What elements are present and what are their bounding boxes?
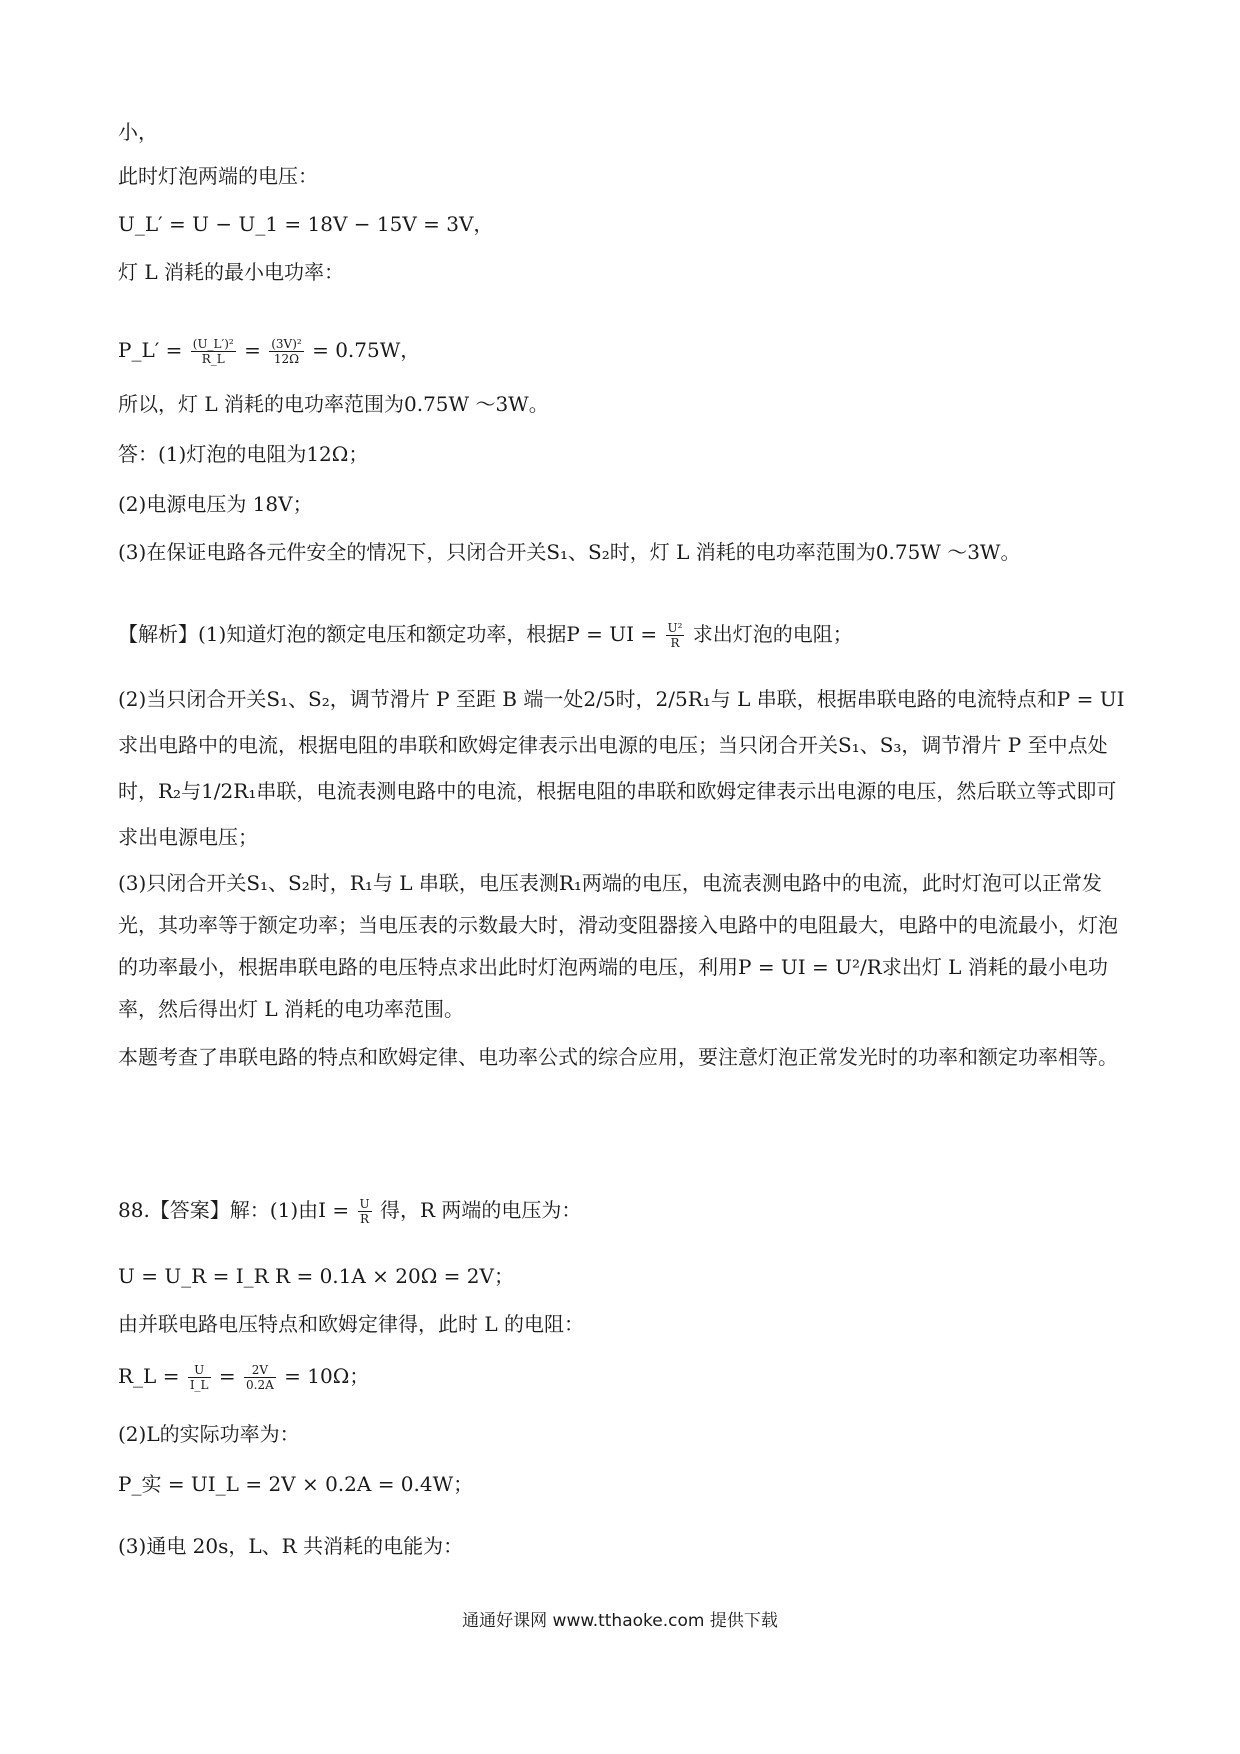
fraction <box>188 1363 211 1392</box>
equation-rhs: = 10Ω； <box>284 1364 370 1388</box>
equals: = <box>244 338 261 362</box>
equation-line: P_实 = UI_L = 2V × 0.2A = 0.4W； <box>118 1472 474 1496</box>
equation-line: U_L′ = U − U_1 = 18V − 15V = 3V， <box>118 212 494 236</box>
equation-line <box>118 336 420 366</box>
equals: = <box>218 1364 236 1388</box>
fraction-numerator: U <box>188 1363 211 1378</box>
fraction-numerator: U <box>359 1197 370 1211</box>
fraction-denominator: R <box>360 1212 370 1226</box>
fraction-denominator: I_L <box>189 1378 209 1392</box>
fraction <box>666 621 685 650</box>
text-line: 所以，灯 L 消耗的电功率范围为0.75W ～3W。 <box>118 392 549 416</box>
page-footer: 通通好课网 www.tthaoke.com 提供下载 <box>462 1611 778 1631</box>
equation-lhs: P_L′ = <box>118 338 189 362</box>
equation-line <box>118 1362 369 1392</box>
text-line: 小， <box>118 120 158 144</box>
answer-text: 88.【答案】解：(1)由I = <box>118 1198 356 1222</box>
fraction-denominator: R_L <box>201 352 225 366</box>
analysis-line <box>118 620 853 650</box>
text-line: (3)通电 20s，L、R 共消耗的电能为： <box>118 1534 464 1558</box>
equation-line: U = U_R = I_R R = 0.1A × 20Ω = 2V； <box>118 1264 514 1288</box>
text-line: (2)L的实际功率为： <box>118 1422 300 1446</box>
answer-heading <box>118 1196 581 1226</box>
text-line: 答：(1)灯泡的电阻为12Ω； <box>118 442 369 466</box>
fraction-denominator: 12Ω <box>273 352 300 366</box>
fraction-numerator: 2V <box>244 1363 276 1378</box>
fraction-numerator: (U_L′)² <box>192 337 234 351</box>
text-line: (2)电源电压为 18V； <box>118 492 313 516</box>
fraction <box>191 337 236 366</box>
analysis-text: 求出灯泡的电阻； <box>692 622 853 646</box>
summary-paragraph: 本题考查了串联电路的特点和欧姆定律、电功率公式的综合应用，要注意灯泡正常发光时的功率和额定功率相等。 <box>118 1045 1118 1069</box>
analysis-text: 【解析】(1)知道灯泡的额定电压和额定功率，根据P = UI = <box>118 622 664 646</box>
text-line: 灯 L 消耗的最小电功率： <box>118 260 344 284</box>
answer-text: 得，R 两端的电压为： <box>380 1198 582 1222</box>
text-line: 此时灯泡两端的电压： <box>118 164 318 188</box>
fraction <box>244 1363 276 1392</box>
analysis-paragraph: (2)当只闭合开关S₁、S₂，调节滑片 P 至距 B 端一处2/5时，2/5R₁与 L 串联，根据串联电路的电流特点和P = UI求出电路中的电流，根据电阻的串联和欧姆定律表示出电源的电压；当只闭合开关S₁、S₃，调节滑片 P 至中点处时，R₂与1/2R₁串联，电流表测电路中的电流，根据电阻的串联和欧姆定律表示出电源的电压，然后联立等式即可求出电源电压； <box>118 687 1125 849</box>
fraction-numerator: U² <box>667 621 683 635</box>
equation-lhs: R_L = <box>118 1364 186 1388</box>
fraction-denominator: R <box>670 636 680 650</box>
fraction <box>358 1197 372 1226</box>
equation-rhs: = 0.75W， <box>312 338 421 362</box>
text-line: 由并联电路电压特点和欧姆定律得，此时 L 的电阻： <box>118 1312 584 1336</box>
fraction-numerator: (3V)² <box>271 337 302 351</box>
fraction-denominator: 0.2A <box>246 1378 274 1392</box>
fraction <box>269 337 303 366</box>
text-line: (3)在保证电路各元件安全的情况下，只闭合开关S₁、S₂时，灯 L 消耗的电功率范围为0.75W ～3W。 <box>118 540 1021 564</box>
analysis-paragraph: (3)只闭合开关S₁、S₂时，R₁与 L 串联，电压表测R₁两端的电压，电流表测电路中的电流，此时灯泡可以正常发光，其功率等于额定功率；当电压表的示数最大时，滑动变阻器接入电路中的电阻最大，电路中的电流最小，灯泡的功率最小，根据串联电路的电压特点求出此时灯泡两端的电压，利用P = UI = U²/R求出灯 L 消耗的最小电功率，然后得出灯 L 消耗的电功率范围。 <box>118 871 1118 1021</box>
